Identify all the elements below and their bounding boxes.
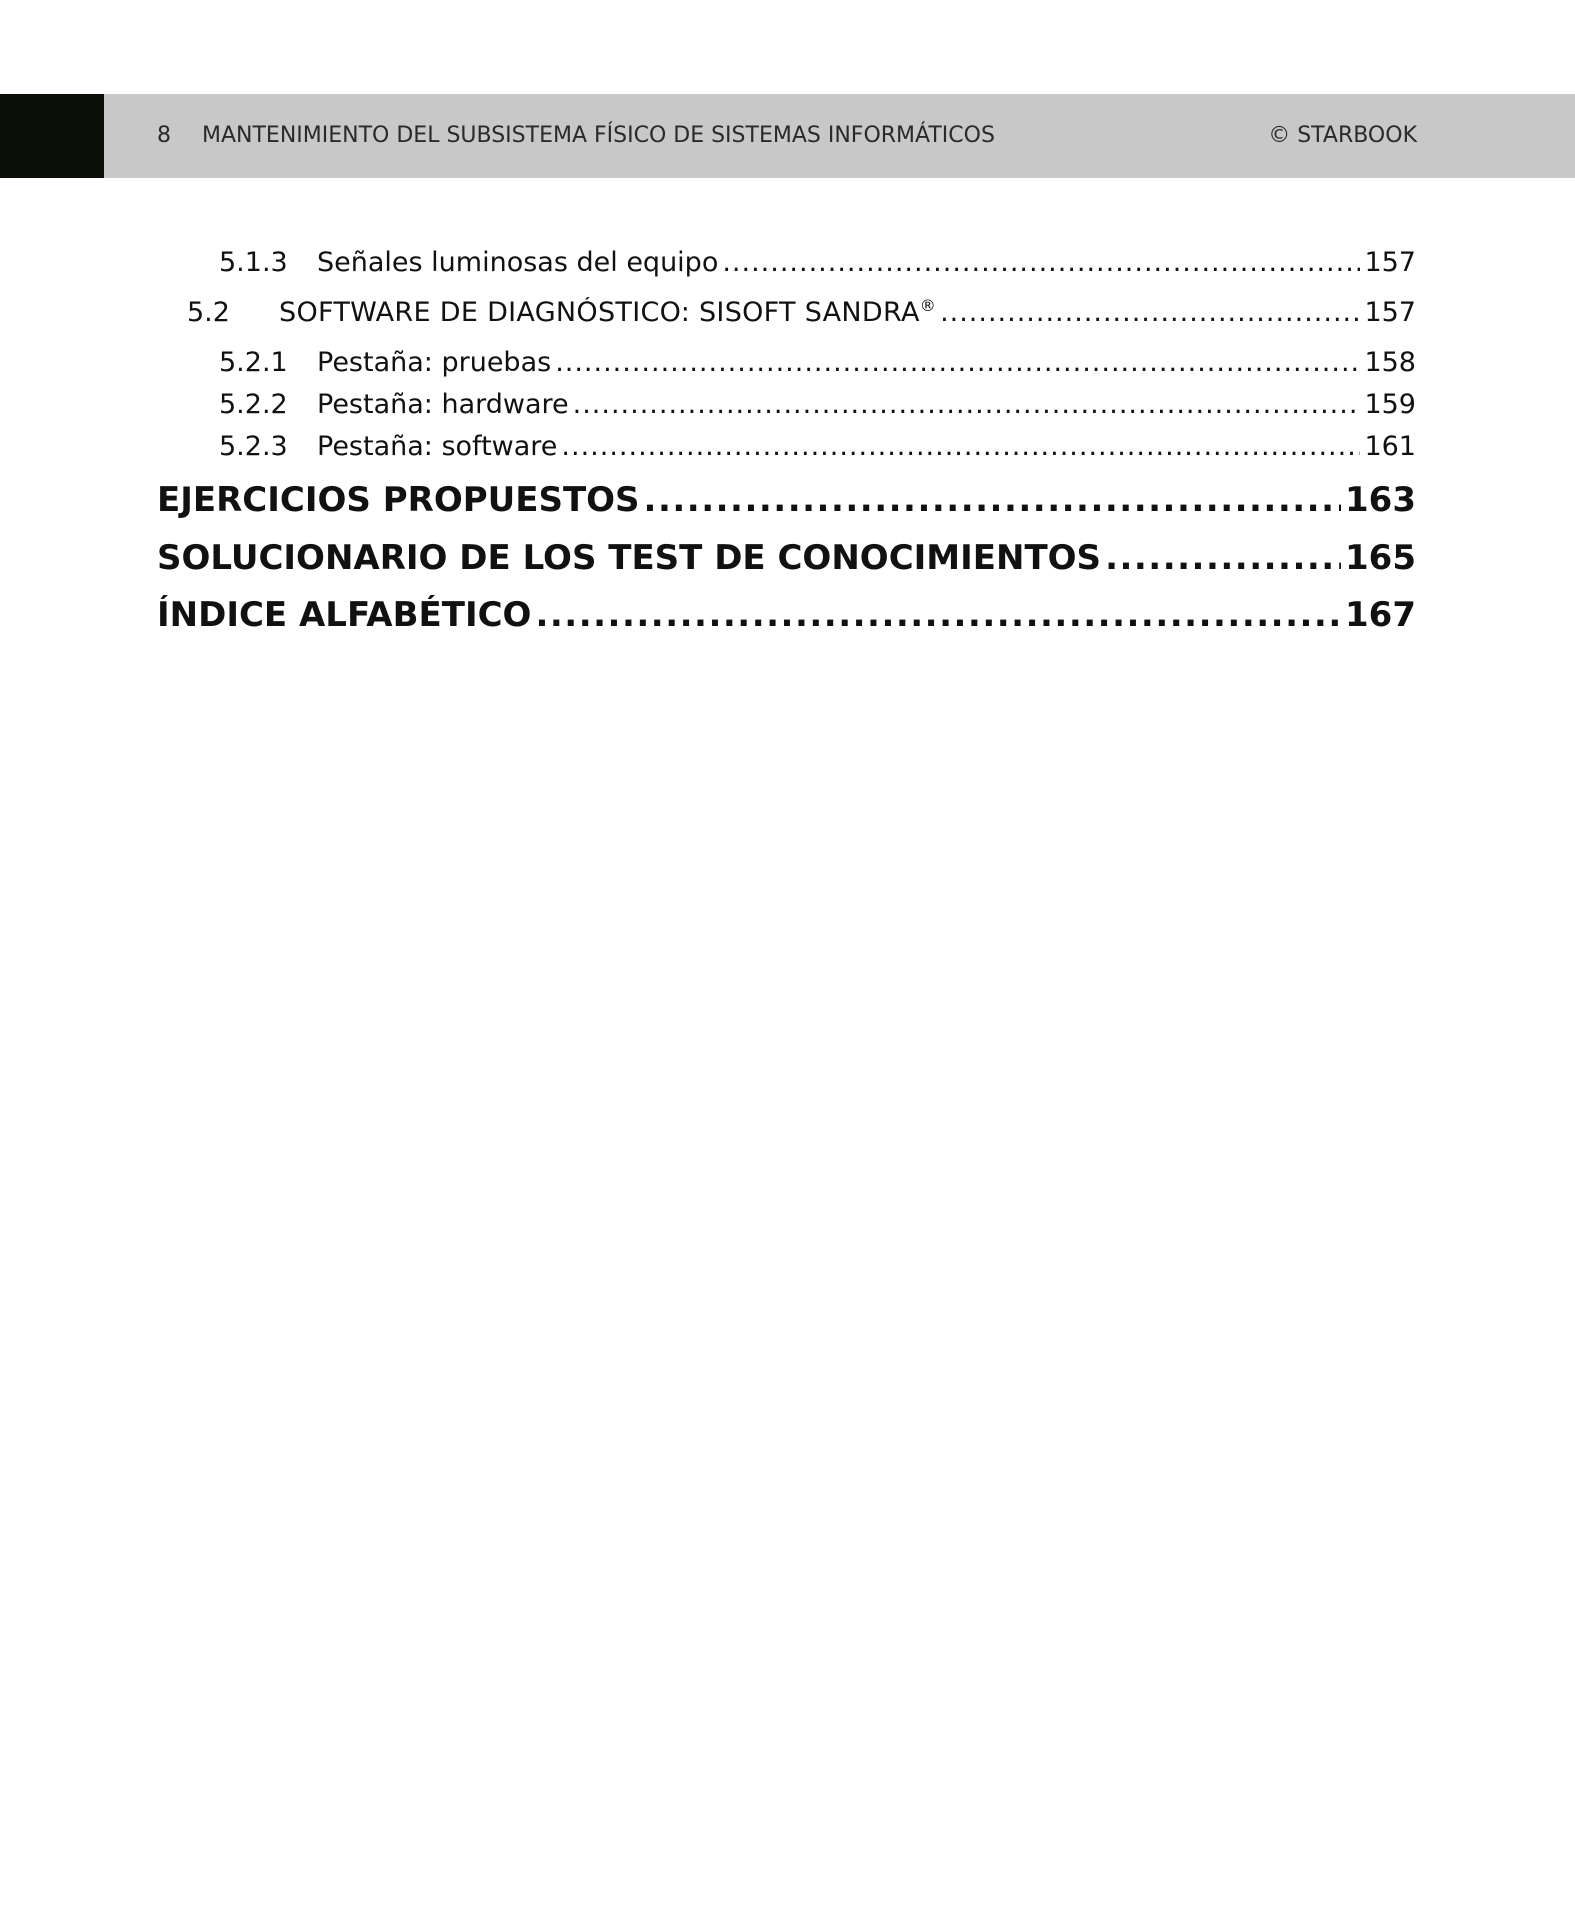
toc-entry-label xyxy=(279,297,936,328)
toc-entry-solucionario[interactable] xyxy=(157,538,1416,578)
toc-entry-ejercicios[interactable] xyxy=(157,480,1416,520)
toc-entry-page: 158 xyxy=(1364,347,1416,378)
toc-entry-5-2-2[interactable] xyxy=(219,389,1416,420)
header-publisher: © STARBOOK xyxy=(1268,123,1417,148)
toc-entry-label: Pestaña: software xyxy=(317,431,558,462)
toc-entry-number: 5.2.3 xyxy=(219,431,288,462)
toc-entry-label: Pestaña: hardware xyxy=(317,389,569,420)
toc-entry-5-2-3[interactable] xyxy=(219,431,1416,462)
toc-entry-label: EJERCICIOS PROPUESTOS xyxy=(157,480,640,520)
toc-entry-label: Pestaña: pruebas xyxy=(317,347,552,378)
page-header xyxy=(0,94,1575,178)
toc-entry-5-2-1[interactable] xyxy=(219,347,1416,378)
toc-entry-page: 165 xyxy=(1345,538,1416,578)
header-black-block xyxy=(0,94,104,178)
toc-leader-dots xyxy=(555,347,1360,378)
toc-entry-label-text: SOFTWARE DE DIAGNÓSTICO: SISOFT SANDRA xyxy=(279,297,920,328)
toc-leader-dots xyxy=(644,480,1341,520)
header-page-number: 8 xyxy=(157,123,171,148)
toc-entry-page: 157 xyxy=(1364,297,1416,328)
toc-leader-dots xyxy=(535,595,1341,635)
toc-entry-number: 5.2.1 xyxy=(219,347,288,378)
toc-entry-number: 5.2.2 xyxy=(219,389,288,420)
toc-entry-label: Señales luminosas del equipo xyxy=(317,247,719,278)
registered-mark: ® xyxy=(919,297,937,315)
header-book-title: MANTENIMIENTO DEL SUBSISTEMA FÍSICO DE SISTEMAS INFORMÁTICOS xyxy=(202,123,995,148)
toc-entry-label: ÍNDICE ALFABÉTICO xyxy=(157,595,532,635)
toc-leader-dots xyxy=(561,431,1360,462)
toc-entry-label: SOLUCIONARIO DE LOS TEST DE CONOCIMIENTOS xyxy=(157,538,1102,578)
toc-leader-dots xyxy=(940,297,1360,328)
toc-entry-indice[interactable] xyxy=(157,595,1416,635)
toc-leader-dots xyxy=(573,389,1361,420)
toc-entry-page: 167 xyxy=(1345,595,1416,635)
toc-leader-dots xyxy=(722,247,1360,278)
toc-entry-page: 161 xyxy=(1364,431,1416,462)
toc-entry-number: 5.1.3 xyxy=(219,247,288,278)
toc-leader-dots xyxy=(1105,538,1341,578)
toc-entry-5-1-3[interactable] xyxy=(219,247,1416,278)
toc-entry-page: 157 xyxy=(1364,247,1416,278)
toc-entry-5-2[interactable] xyxy=(187,297,1416,328)
toc-entry-number: 5.2 xyxy=(187,297,230,328)
toc-entry-page: 163 xyxy=(1345,480,1416,520)
toc-entry-page: 159 xyxy=(1364,389,1416,420)
